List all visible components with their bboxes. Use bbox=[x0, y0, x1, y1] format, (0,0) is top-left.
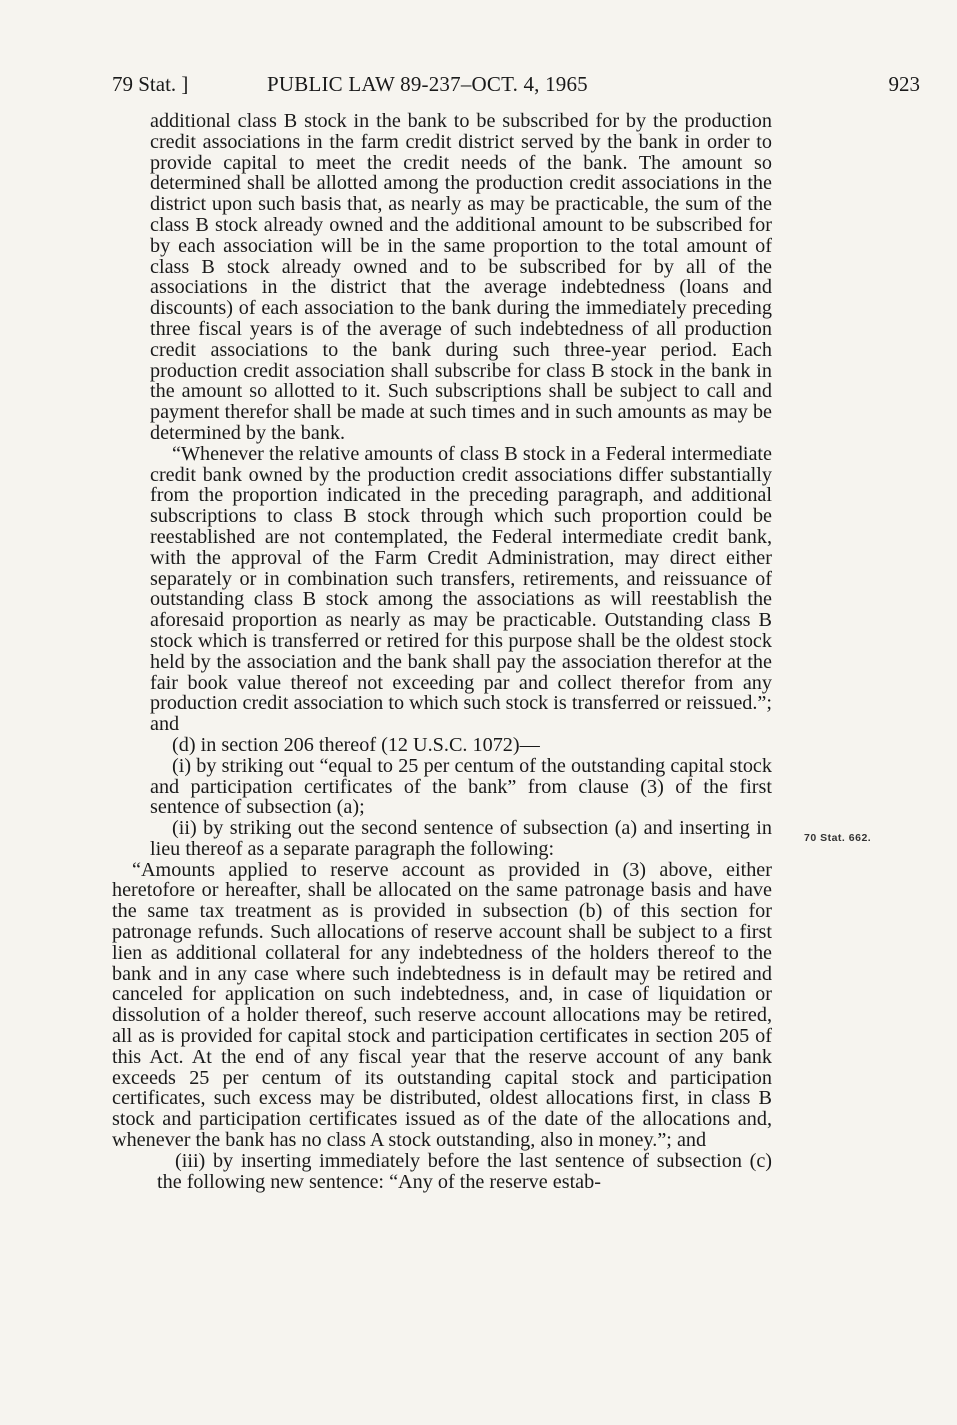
paragraph-class-b-subscription: additional class B stock in the bank to be subscribed for by the production credit associations in the farm credit district served by the bank in order to provide capital to meet the credit needs of the bank. The amount so determined shall be allotted among the production credit associations in the district upon such basis that, as nearly as may be practicable, the sum of the class B stock already owned and the additional amount to be subscribed for by each association will be in the same proportion to the total amount of class B stock already owned and to be subscribed for by all of the associations in the district that the average indebtedness (loans and discounts) of each association to the bank during the immediately preceding three fiscal years is of the average of such indebtedness of all production credit associations to the bank during such three-year period. Each production credit association shall subscribe for class B stock in the bank in the amount so allotted to it. Such subscriptions shall be subject to call and payment therefor shall be made at such times and in such amounts as may be determined by the bank. bbox=[150, 110, 772, 444]
public-law-title: PUBLIC LAW 89-237–OCT. 4, 1965 bbox=[267, 72, 588, 96]
paragraph-iii-inserting: (iii) by inserting immediately before the last sentence of subsection (c) the following new sentence: “Any of the reserve estab- bbox=[157, 1149, 772, 1193]
body-text bbox=[112, 111, 772, 1192]
paragraph-ii-striking: (ii) by striking out the second sentence of subsection (a) and inserting in lieu thereof as a separate paragraph the following: bbox=[150, 817, 772, 860]
statute-reference: 79 Stat. ] bbox=[112, 72, 189, 96]
paragraph-amounts-applied: “Amounts applied to reserve account as provided in (3) above, either heretofore or hereafter, shall be allocated on the same patronage basis and have the same tax treatment as is provided in subsection (b) of this section for patronage refunds. Such allocations of reserve account shall be subject to a first lien as additional collateral for any indebtedness of the holders thereof to the bank and in any case where such indebtedness is in default may be retired and canceled for application on such indebtedness, and, in case of liquidation or dissolution of a holder thereof, such reserve account allocations may be retired, all as is provided for capital stock and participation certificates in section 205 of this Act. At the end of any fiscal year that the reserve account of any bank exceeds 25 per centum of its outstanding capital stock and participation certificates, such excess may be distributed, oldest allocations first, in class B stock and participation certificates issued as of the date of the allocations and, whenever the bank has no class A stock outstanding, also in money.”; and bbox=[112, 858, 772, 1152]
margin-citation: 70 Stat. 662. bbox=[804, 832, 872, 844]
paragraph-whenever: “Whenever the relative amounts of class B stock in a Federal intermediate credit bank owned by the production credit associations differ substantially from the proportion indicated in the preceding paragraph, and additional subscriptions to class B stock through which such proportion could be reestablished are not contemplated, the Federal intermediate credit bank, with the approval of the Farm Credit Administration, may direct either separately or in combination such transfers, retirements, and reissuance of outstanding class B stock among the associations as will reestablish the aforesaid proportion as nearly as may be practicable. Outstanding class B stock which is transferred or retired for this purpose shall be the oldest stock held by the association and the bank shall pay the association therefor at the fair book value thereof not exceeding par and collect therefor from any production credit association to which such stock is transferred or reissued.”; and bbox=[150, 442, 772, 736]
page-number: 923 bbox=[888, 72, 920, 96]
paragraph-i-striking: (i) by striking out “equal to 25 per centum of the outstanding capital stock and participation certificates of the bank” from clause (3) of the first sentence of subsection (a); bbox=[150, 754, 772, 819]
paragraph-d-section-206: (d) in section 206 thereof (12 U.S.C. 1072)— bbox=[172, 733, 540, 756]
